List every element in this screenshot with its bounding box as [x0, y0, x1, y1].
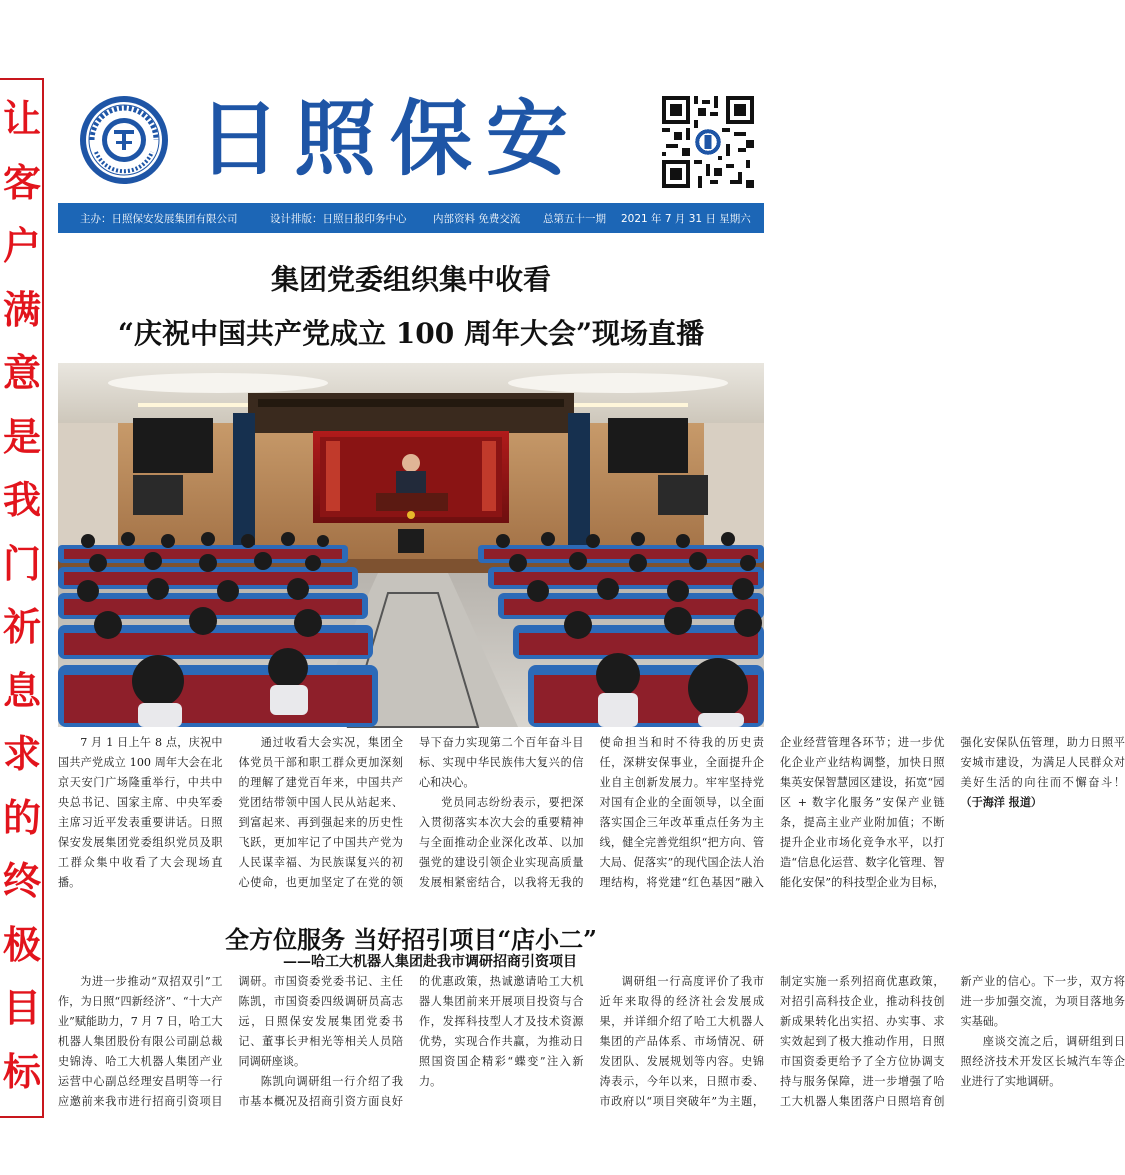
article-1-paragraph: 7 月 1 日上午 8 点，庆祝中国共产党成立 100 周年大会在北京天安门广场隆重举行，中共中央总书记、国家主席、中央军委主席习近平发表重要讲话。日照保安发展集团党委组织党员及职工群众集中收看了大会现场直播。 — [58, 736, 223, 889]
article-2-paragraph: 陈凯向调研组一行介绍了我市基本概况及招商引资方面良好的优惠政策，热诚邀请哈工大机器人集团前来开展项目投资与合作，发挥科技型人才及技术资源优势，实现合作共赢，为推动日照国资国企精彩“蝶变”注入新力。 — [238, 975, 584, 1108]
headline-1-line-2: “庆祝中国共产党成立 100 周年大会”现场直播 — [117, 317, 705, 350]
slogan-char: 祈 — [2, 605, 41, 649]
slogan-char: 意 — [2, 351, 41, 395]
headline-2: 全方位服务 当好招引项目“店小二” — [225, 925, 597, 954]
article-1-body — [58, 733, 1125, 899]
headline-1-line-1: 集团党委组织集中收看 — [270, 263, 551, 296]
article-2-body — [58, 972, 1125, 1112]
slogan-char: 的 — [2, 795, 41, 840]
issue-date: 2021 年 7 月 31 日 星期六 — [621, 212, 751, 225]
slogan-char: 息 — [2, 668, 41, 713]
slogan-char: 我 — [2, 478, 41, 522]
design-text: 设计排版：日照日报印务中心 — [270, 212, 407, 225]
slogan-char: 求 — [2, 732, 41, 776]
article-2-paragraph: 调研组一行高度评价了我市近年来取得的经济社会发展成果，并详细介绍了哈工大机器人集团的产品体系、市场情况、研发团队、发展规划等内容。史锦涛表示，今年以来，日照市委、市政府以“项目突破年”为主题，制定实施一系列招商优惠政策，对招引高科技企业，推动科技创新成果转化出实招、办实事、求实效起到了极大推动作用，日照市国资委更给予了全方位协调支持与服务保障，进一步增强了哈工大机器人集团落户日照培育创新产业的信心。下一步，双方将进一步加强交流，为项目落地务实基础。 — [599, 975, 1125, 1108]
slogan-char: 目 — [2, 986, 41, 1030]
slogan-char: 满 — [2, 287, 41, 332]
article-2-paragraph: 为进一步推动“双招双引”工作，为日照“四新经济”、“十大产业”赋能助力，7 月 7 日，哈工大机器人集团股份有限公司副总裁史锦涛、哈工大机器人集团产业运营中心副总经理安昌明等一行应邀前来我市进行招商引资项目调研。市国资委党委书记、主任陈凯，市国资委四级调研员高志远，日照保安发展集团党委书记、董事长尹相光等相关人员陪同调研座谈。 — [58, 975, 403, 1108]
company-logo — [78, 94, 170, 186]
side-slogan — [0, 88, 44, 1104]
article-1-byline: （于海洋 报道） — [960, 796, 1043, 809]
newspaper-title: 日照保安 — [198, 92, 583, 187]
issue-number: 总第五十一期 — [543, 212, 606, 225]
side-slogan-box — [0, 78, 44, 1118]
slogan-char: 终 — [2, 859, 41, 903]
slogan-char: 门 — [2, 541, 41, 586]
article-1-paragraph-text: 党员同志纷纷表示，要把深入贯彻落实本次大会的重要精神与全面推动企业深化改革、以加强党的建设引领企业实现高质量发展相紧密结合，以我将无我的使命担当和时不待我的历史责任，深耕安保事业，全面提升企业自主创新发展力。牢牢坚持党对国有企业的全面领导，以全面落实国企三年改革重点任务为主线，健全完善党组织“把方向、管大局、促落实”的现代国企法人治理结构，将党建“红色基因”融入企业经营管理各环节；进一步优化企业产业结构调整，加快日照集英安保智慧园区建设，拓宽“园区 + 数字化服务”安保产业链条，提高主业产业附加值；不断提升企业市场化竞争水平，以打造“信息化运营、数字化管理、智能化安保”的科技型企业为目标，强化安保队伍管理，助力日照平安城市建设，为满足人民群众对美好生活的向往而不懈奋斗！ — [419, 736, 1125, 889]
qr-code-icon — [662, 96, 754, 188]
slogan-char: 户 — [2, 224, 41, 268]
subheadline-2: ——哈工大机器人集团赴我市调研招商引资项目 — [283, 954, 577, 970]
article-2-paragraph: 座谈交流之后，调研组到日照经济技术开发区长城汽车等企业进行了实地调研。 — [960, 1035, 1125, 1088]
meeting-hall-photo — [58, 363, 764, 727]
article-1-paragraph: 通过收看大会实况，集团全体党员干部和职工群众更加深刻的理解了建党百年来，中国共产党团结带领中国人民从站起来、到富起来、再到强起来的历史性飞跃，更加牢记了中国共产党为人民谋幸福、为民族谋复兴的初心使命，也更加坚定了在党的领导下奋力实现第二个百年奋斗目标、实现中华民族伟大复兴的信心和决心。 — [238, 736, 584, 889]
slogan-char: 是 — [2, 414, 41, 459]
slogan-char: 极 — [2, 922, 41, 967]
slogan-char: 让 — [2, 97, 41, 141]
slogan-char: 标 — [2, 1049, 41, 1094]
info-bar — [58, 203, 764, 233]
host-text: 主办：日照保安发展集团有限公司 — [80, 212, 238, 225]
internal-text: 内部资料 免费交流 — [433, 212, 521, 225]
slogan-char: 客 — [2, 160, 41, 205]
